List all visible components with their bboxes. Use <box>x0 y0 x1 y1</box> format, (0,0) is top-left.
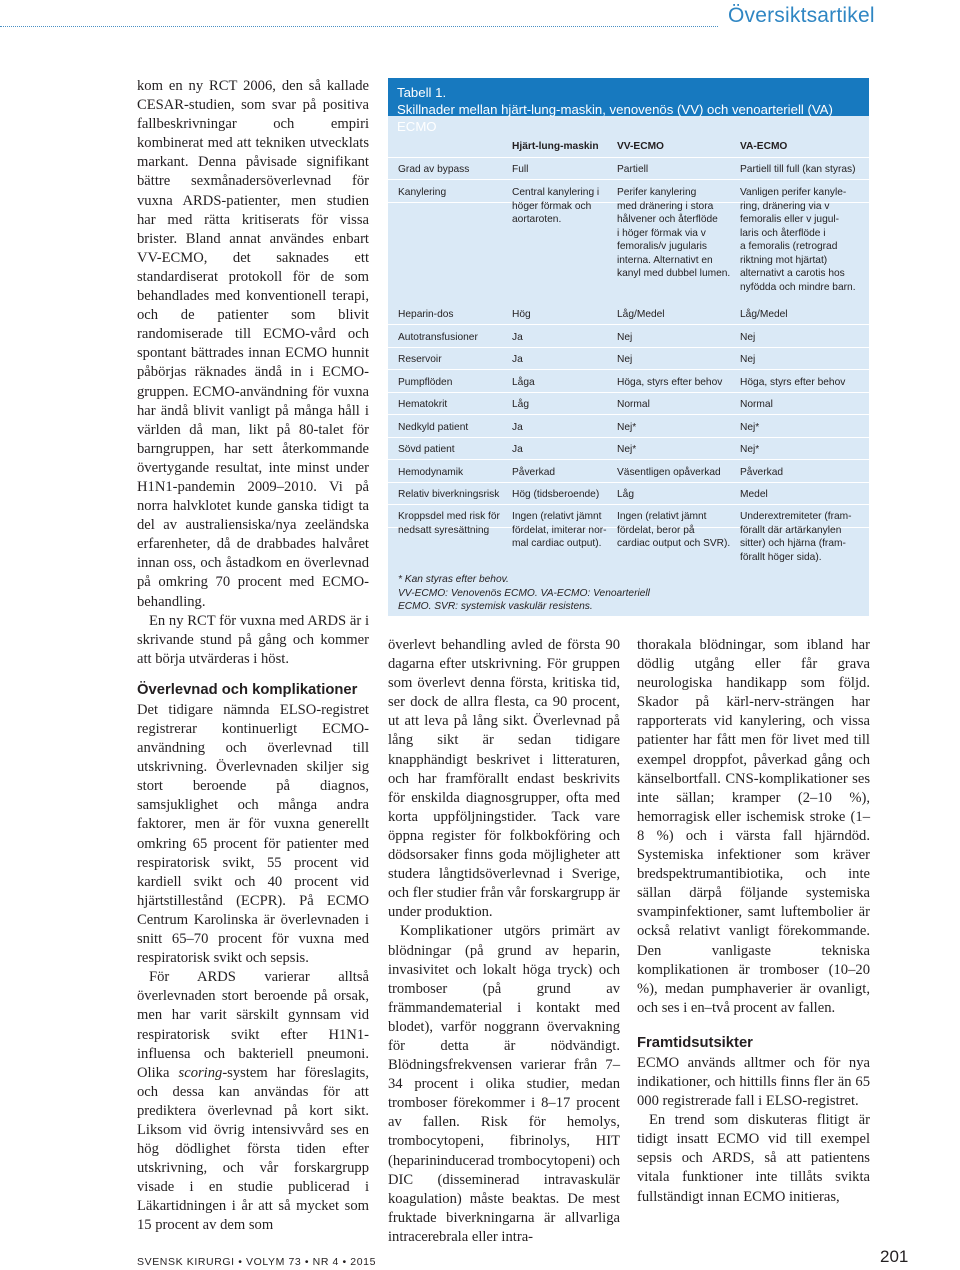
col1-paragraph-3: Det tidigare nämnda ELSO-registret registrerar kontinuerligt ECMO-användning och överlevnad till utskrivning. Överlevnaden skiljer sig stort beroende på diagnos, samsjuklighet och många andra faktorer, men är för vuxna generellt omkring 65 procent för patienter med respiratorisk svikt, 55 procent vid kardiell svikt och 40 procent vid hjärtstillestånd (ECPR). På ECMO Centrum Karolinska är överlevnaden i snitt 65–70 procent för vuxna med respiratorisk svikt och sepsis. <box>137 701 369 967</box>
col2-paragraph-2: Komplikationer utgörs primärt av blödningar (på grund av heparin, invasivitet och lokalt höga tryck) och tromboser (på grund av främmandematerial i kontakt med blodet), varför noggrann övervakning för detta är nödvändigt. Blödningsfrekvensen varierar från 7–34 procent i olika studier, medan tromboser förekommer i 8–17 procent av fallen. Risk för hemolys, trombocytopeni, fibrinolys, HIT (heparininducerad trombocytopeni) och DIC (disseminerad intravaskulär koagulation) måste beaktas. De mest fruktade biverkningarna är allvarliga intracerebrala eller intra- <box>388 923 620 1245</box>
table-cell: Underextremiteter (fram- förallt där artärkanylen sitter) och hjärna (fram- förallt höger sida). <box>740 511 852 563</box>
table-cell: Påverkad <box>512 467 556 478</box>
table-cell: Ja <box>512 354 523 365</box>
table-row-label: Pumpflöden <box>398 377 453 388</box>
footnote-line-3: ECMO. SVR: systemisk vaskulär resistens. <box>398 601 593 612</box>
footer-journal: SVENSK KIRURGI • VOLYM 73 • NR 4 • 2015 <box>137 1256 377 1268</box>
table-cell: Ja <box>512 444 523 455</box>
table-cell: Låg/Medel <box>740 309 788 320</box>
table-cell: Nej <box>617 332 633 343</box>
table-row-label: Reservoir <box>398 354 442 365</box>
table-row-label: Hemodynamik <box>398 467 464 478</box>
col3-paragraph-1: thorakala blödningar, som ibland har dödlig utgång eller får grava neurologiska handikapp som följd. Skador på kärl-nerv-strängen har rapporterats vid kanylering, och vissa patienter har fått men för livet med till exempel droppfot, påverkad gång och känselbortfall. CNS-komplikationer ses inte sällan; kramper (2–10 %), hemorragisk eller ischemisk stroke (1–8 %) och i värsta fall hjärndöd. Systemiska infektioner som kräver bredspektrumantibiotika, och inte sällan därpå följande systemiska svampinfektioner, samt luftembolier är också relativt vanligt förekommande. Den vanligaste tekniska komplikationen är tromboser (10–20 %), medan pumphaverier är ovanligt, och ses i en–två procent av fallen. <box>637 637 870 1016</box>
table-divider <box>388 459 869 460</box>
table-row-label: Relativ biverkningsrisk <box>398 489 500 500</box>
table-title-line-2: Skillnader mellan hjärt-lung-maskin, venovenös (VV) och venoarteriell (VA) ECMO <box>397 102 833 134</box>
table-cell: Nej <box>740 354 756 365</box>
table-cell: Vanligen perifer kanyle- ring, dränering via v femoralis eller v jugul- laris och återflöde i a femoralis (retrograd riktning mot hjärtat) alternativt a carotis hos nyfödda och mindre barn. <box>740 187 856 293</box>
table-divider <box>388 482 869 483</box>
header-rule <box>0 26 718 27</box>
col1-p4-emphasis: scoring <box>178 1064 223 1081</box>
table-divider <box>388 437 869 438</box>
page-number: 201 <box>880 1247 909 1266</box>
table-row-label: Autotransfusioner <box>398 332 478 343</box>
table-cell: Nej* <box>617 422 637 433</box>
table-cell: Nej* <box>740 444 760 455</box>
table-header-cell: VA-ECMO <box>740 141 788 152</box>
table-cell: Ja <box>512 332 523 343</box>
table-cell: Medel <box>740 489 768 500</box>
section-label: Översiktsartikel <box>728 4 875 27</box>
column-2 <box>388 636 620 1247</box>
table-divider <box>388 504 869 505</box>
table-cell: Nej <box>740 332 756 343</box>
heading-future-outlook: Framtidsutsikter <box>637 1034 753 1051</box>
table-row-label: Kanylering <box>398 187 447 198</box>
table-row-label: Nedkyld patient <box>398 422 469 433</box>
table-divider <box>388 392 869 393</box>
table-cell: Nej <box>617 354 633 365</box>
table-row-label: Grad av bypass <box>398 164 470 175</box>
column-1 <box>137 77 369 1236</box>
column-3 <box>637 636 870 1207</box>
table-header-cell: VV-ECMO <box>617 141 664 152</box>
table-cell: Nej* <box>740 422 760 433</box>
table-cell: Hög <box>512 309 531 320</box>
table-divider <box>388 347 869 348</box>
col1-p4-part-a: För ARDS varierar alltså överlevnaden stort beroende på orsak, men har varit särskilt gynnsam vid respiratorisk svikt efter H1N1-influensa och bakteriell pneumoni. Olika <box>137 969 369 1081</box>
col2-paragraph-1: överlevt behandling avled de första 90 dagarna efter utskrivning. För gruppen som överlevt denna första, kritiska tid, ser dock de allra flesta, ca 90 procent, ut att leva på lång sikt. Överlevnad på lång sikt är sedan tidigare knapphändigt beskrivet i litteraturen, och har framförallt endast beskrivits för enskilda diagnosgrupper, ofta med korta uppföljningstider. Tack vare öppna register för folkbokföring och dödsorsaker finns goda möjligheter att studera långtidsöverlevnad i Sverige, och fler studier från vår forskargrupp är under produktion. <box>388 637 620 921</box>
heading-survival-complications: Överlevnad och komplikationer <box>137 681 358 698</box>
table-cell: Partiell <box>617 164 649 175</box>
table-cell: Full <box>512 164 529 175</box>
table-cell: Partiell till full (kan styras) <box>740 164 856 175</box>
col3-paragraph-3: En trend som diskuteras flitigt är tidigt insatt ECMO vid till exempel sepsis och ARDS, så att patientens vitala funktioner inte tillåts svikta fullständigt innan ECMO initieras, <box>637 1112 870 1205</box>
table-cell: Påverkad <box>740 467 784 478</box>
table-cell: Väsentligen opåverkad <box>617 467 721 478</box>
table-cell: Normal <box>617 399 650 410</box>
table-cell: Låg <box>512 399 529 410</box>
col1-p4-part-b: -system har föreslagits, och dessa kan användas för att prediktera överlevnad på kort sikt. Liksom vid övrig intensivvård ses en hög dödlighet första tiden efter utskrivning, och vår forskargrupp visade i en studie publicerad i Läkartidningen i år att så mycket som 15 procent av dem som <box>137 1064 369 1234</box>
table-cell: Höga, styrs efter behov <box>617 377 723 388</box>
table-divider <box>388 324 869 325</box>
col3-paragraph-2: ECMO används alltmer och för nya indikationer, och hittills finns fler än 65 000 registrerade fall i ELSO-registret. <box>637 1054 870 1110</box>
table-cell: Låg <box>617 489 634 500</box>
table-cell: Hög (tidsberoende) <box>512 489 600 500</box>
table-cell: Nej* <box>617 444 637 455</box>
table-row-label: Hematokrit <box>398 399 448 410</box>
table-title <box>388 78 869 134</box>
table-1 <box>388 78 869 616</box>
table-divider <box>388 414 869 415</box>
table-divider <box>388 157 869 158</box>
col1-paragraph-2: En ny RCT för vuxna med ARDS är i skrivande stund på gång och kommer att börja utvärderas i höst. <box>137 612 369 667</box>
table-divider <box>388 369 869 370</box>
col1-paragraph-4 <box>137 968 369 1235</box>
table-title-line-1: Tabell 1. <box>397 85 447 100</box>
table-row-label: Heparin-dos <box>398 309 454 320</box>
table-divider <box>388 179 869 180</box>
table-footnote <box>398 573 858 614</box>
table-cell: Perifer kanylering med dränering i stora hålvener och återflöde i höger förmak via v femoralis/v jugularis interna. Alternativt en kanyl med dubbel lumen. <box>617 187 731 279</box>
table-cell: Låg/Medel <box>617 309 665 320</box>
col1-paragraph-1: kom en ny RCT 2006, den så kallade CESAR-studien, som svar på positiva fallbeskrivningar och empiri kombinerat med att tekniken utvecklats markant. Denna påvisade signifikant bättre sexmånadersöverlevnad för vuxna ARDS-patienter, men studien har med rätta kritiserats för vissa brister. Bland annat användes enbart VV-ECMO, det saknades ett standardiserat protokoll för de som behandlades med konventionell terapi, och de patienter som blivit randomiserade till ECMO-vård och spontant bättrades innan ECMO hunnit påbörjas räknades ändå in i ECMO-gruppen. ECMO-användning för vuxna har ändå blivit vanligt på många håll i världen då man, likt på 80-talet för barngruppen, har sett återkommande övertygande resultat, inte minst under H1N1-pandemin 2009–2010. Vi på norra halvklotet kunde ganska tidigt ta del av australiensiska/nya zeeländska erfarenheter, då de drabbades halvåret innan oss, och åstadkom en överlevnad på omkring 70 procent med ECMO-behandling. <box>137 78 369 610</box>
table-cell: Normal <box>740 399 773 410</box>
table-row-label: Sövd patient <box>398 444 455 455</box>
footnote-line-2: VV-ECMO: Venovenös ECMO. VA-ECMO: Venoarteriell <box>398 587 650 599</box>
table-cell: Ja <box>512 422 523 433</box>
table-cell: Ingen (relativt jämnt fördelat, imiterar nor- mal cardiac output). <box>512 511 607 549</box>
table-row-label: Kroppsdel med risk för nedsatt syresättning <box>398 511 500 536</box>
table-cell: Central kanylering i höger förmak och aortaroten. <box>512 187 600 225</box>
table-cell: Ingen (relativt jämnt fördelat, beror på cardiac output och SVR). <box>617 511 731 549</box>
table-cell: Låga <box>512 377 535 388</box>
table-header-cell: Hjärt-lung-maskin <box>512 141 599 152</box>
footnote-line-1: * Kan styras efter behov. <box>398 574 509 585</box>
table-cell: Höga, styrs efter behov <box>740 377 846 388</box>
